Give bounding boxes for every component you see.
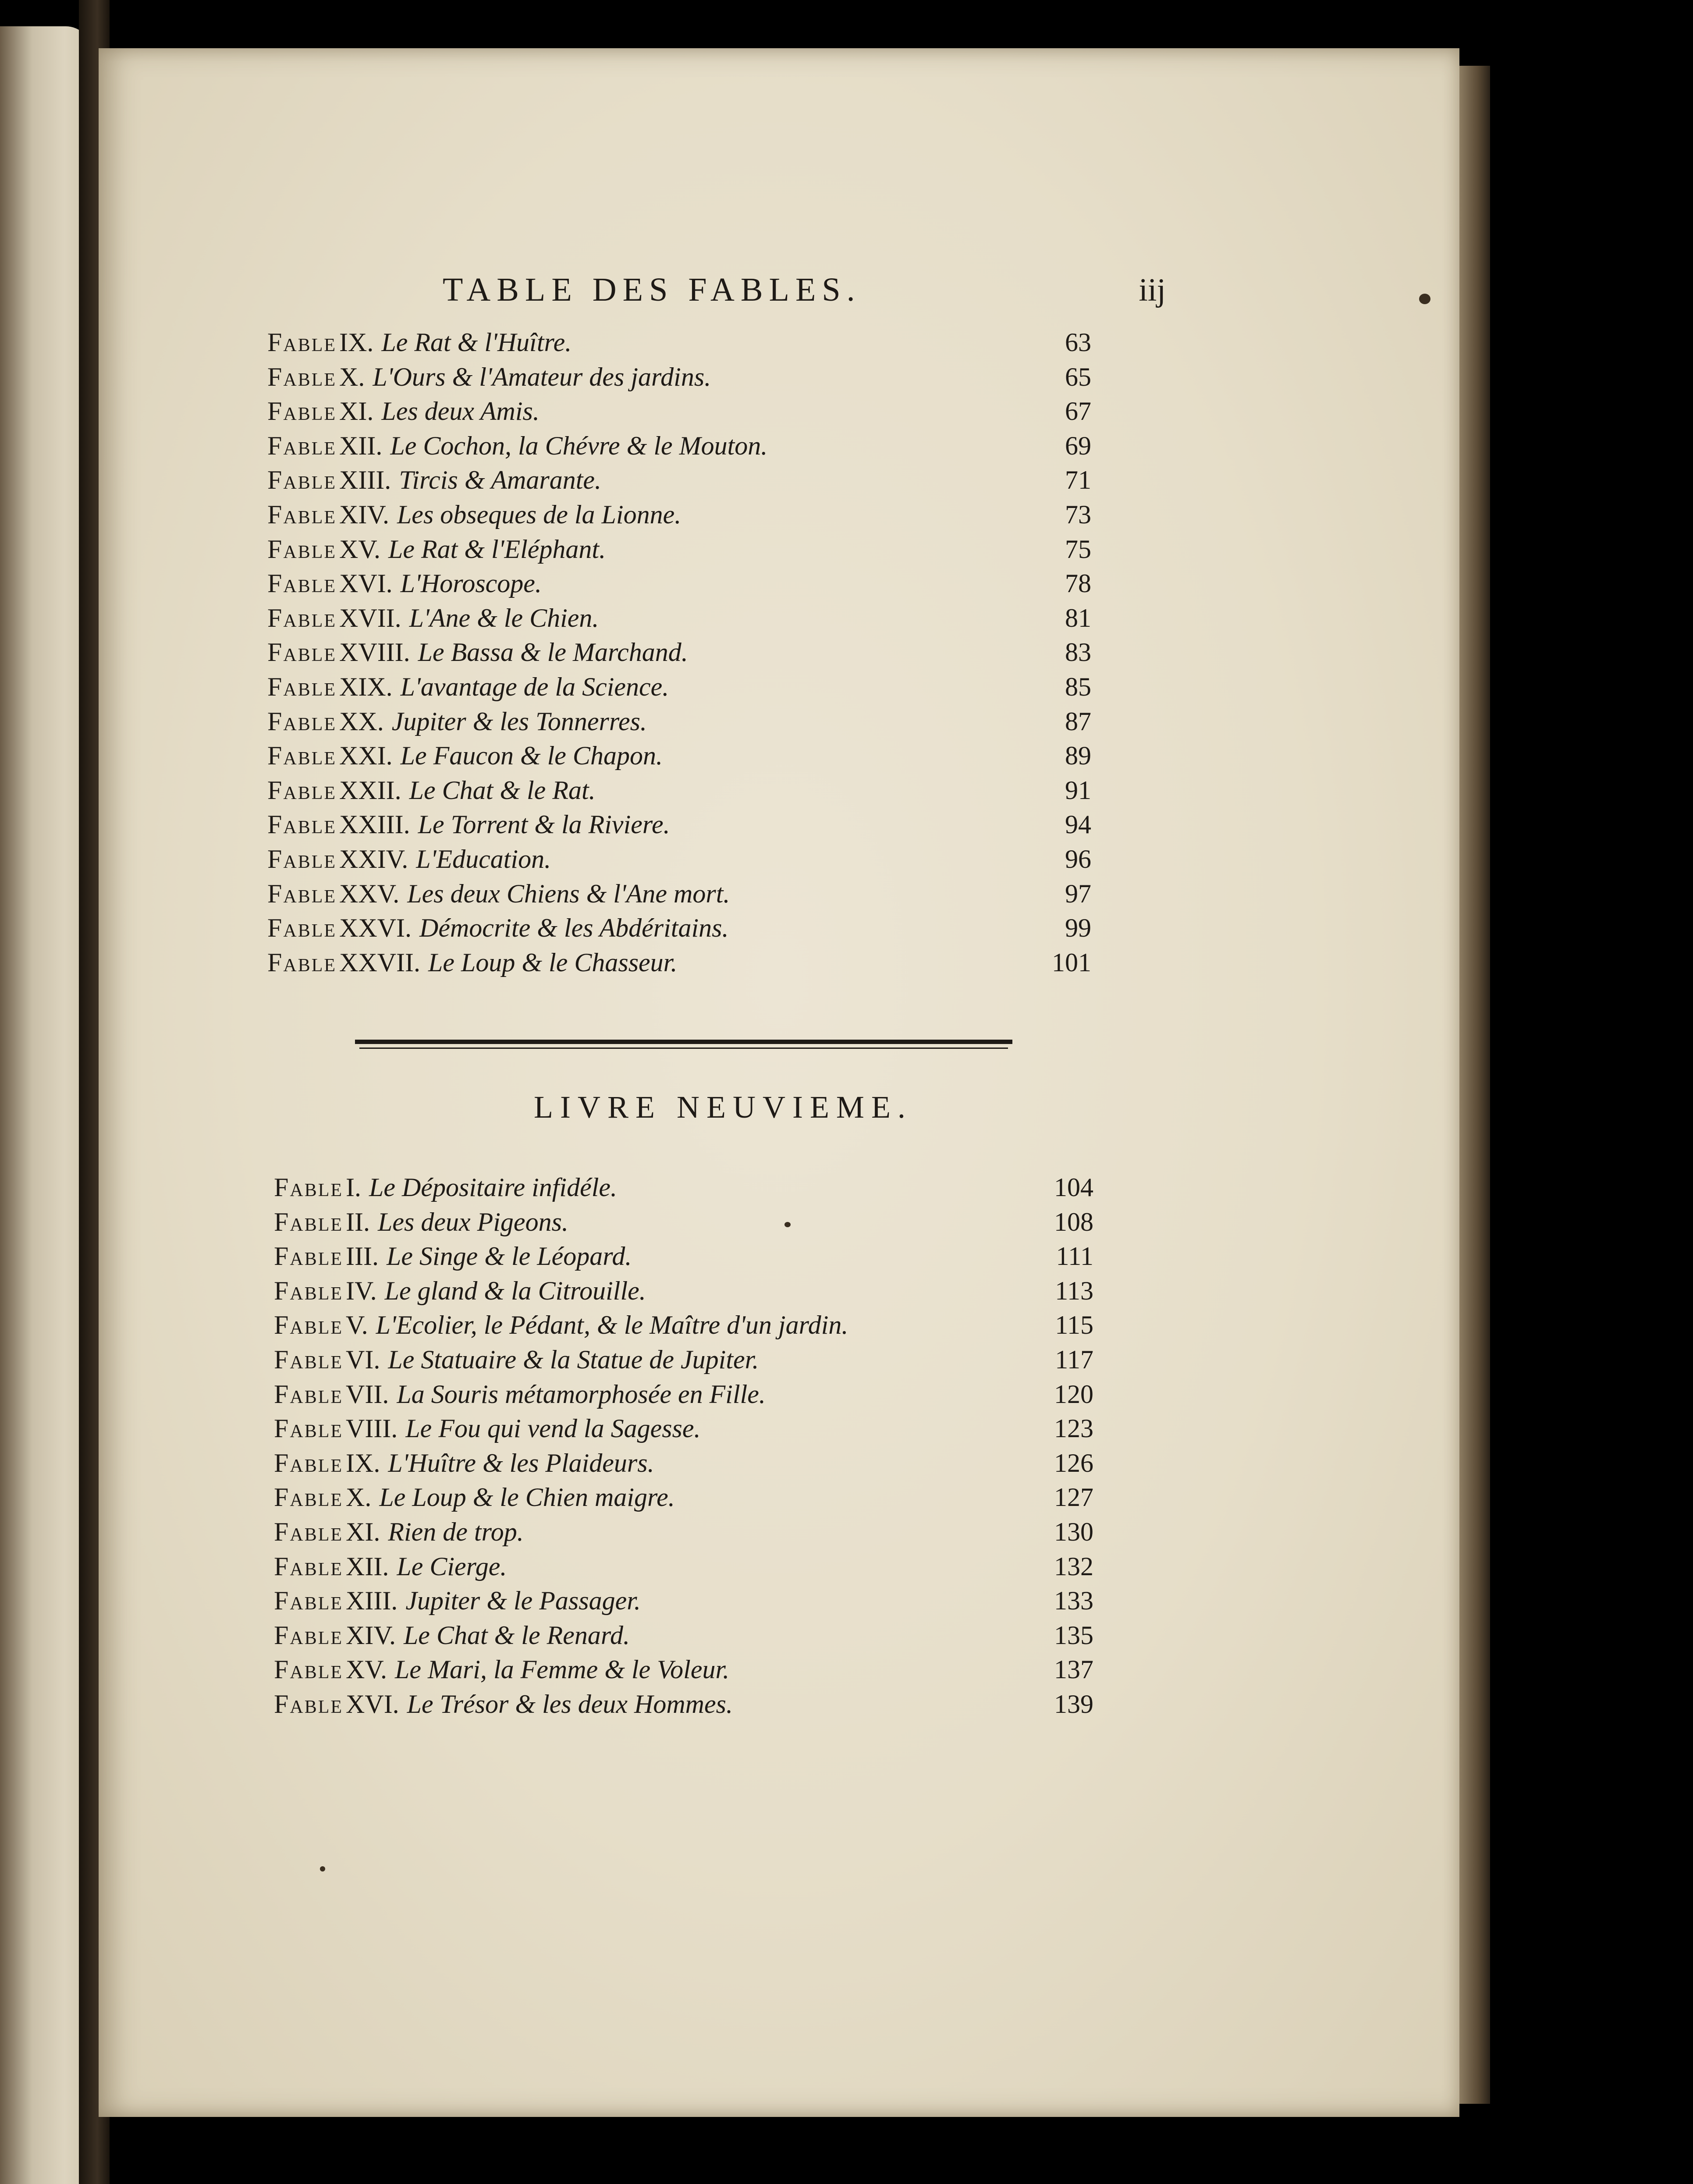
fable-title: Le Chat & le Renard. <box>403 1620 630 1650</box>
toc-entry <box>274 1618 1093 1653</box>
page-number: 97 <box>1065 879 1091 908</box>
toc-entry <box>267 842 1091 877</box>
toc-entry <box>274 1652 1093 1687</box>
page-number: 71 <box>1065 465 1091 495</box>
page-number: 96 <box>1065 844 1091 874</box>
fable-title: L'Ecolier, le Pédant, & le Maître d'un jardin. <box>376 1310 848 1340</box>
fable-label: Fable <box>267 741 337 771</box>
section-heading: LIVRE NEUVIEME. <box>534 1090 912 1125</box>
fable-label: Fable <box>274 1379 344 1409</box>
fable-label: Fable <box>267 500 337 529</box>
toc-entry <box>274 1239 1093 1274</box>
fable-numeral: XXII. <box>339 775 401 805</box>
fable-numeral: XI. <box>339 397 374 426</box>
page-number: 75 <box>1065 534 1091 564</box>
fable-title: Le Mari, la Femme & le Voleur. <box>394 1655 730 1684</box>
page-number: 115 <box>1055 1310 1093 1340</box>
fable-title: Le Torrent & la Riviere. <box>418 810 670 839</box>
page-title: TABLE DES FABLES. <box>443 271 861 308</box>
fable-numeral: XIII. <box>346 1586 398 1616</box>
page-number: 137 <box>1054 1655 1093 1684</box>
fable-label: Fable <box>267 948 337 977</box>
fable-numeral: XXIV. <box>339 844 408 874</box>
fable-label: Fable <box>267 397 337 426</box>
fable-numeral: XII. <box>346 1552 389 1581</box>
fable-numeral: IV. <box>346 1276 377 1305</box>
page-number: 126 <box>1054 1448 1093 1477</box>
page-number: 94 <box>1065 810 1091 839</box>
fable-label: Fable <box>267 879 337 908</box>
toc-entry <box>274 1446 1093 1481</box>
toc-entry <box>274 1274 1093 1308</box>
fable-label: Fable <box>267 431 337 460</box>
fable-title: Le Cierge. <box>397 1552 507 1581</box>
page-number: 101 <box>1052 948 1091 977</box>
section-divider-rule-thin <box>359 1048 1008 1049</box>
toc-entry <box>267 497 1091 532</box>
fable-label: Fable <box>274 1517 344 1546</box>
page-number: 111 <box>1056 1242 1093 1271</box>
page-number: 108 <box>1054 1207 1093 1236</box>
fable-label: Fable <box>267 534 337 564</box>
fable-label: Fable <box>267 775 337 805</box>
fable-title: Le Chat & le Rat. <box>409 775 596 805</box>
page-number: 89 <box>1065 741 1091 771</box>
page-number: 130 <box>1054 1517 1093 1546</box>
fable-title: Les deux Amis. <box>381 397 539 426</box>
fable-numeral: XXVII. <box>339 948 420 977</box>
fable-numeral: XI. <box>346 1517 380 1546</box>
page-number: 132 <box>1054 1552 1093 1581</box>
toc-list-livre-huitieme <box>267 325 1091 980</box>
toc-entry <box>274 1377 1093 1412</box>
fable-label: Fable <box>267 913 337 943</box>
foxing-spot <box>1419 294 1430 304</box>
toc-entry <box>267 807 1091 842</box>
fable-numeral: XII. <box>339 431 383 460</box>
page-number: 87 <box>1065 707 1091 736</box>
fable-numeral: IX. <box>346 1448 380 1477</box>
fable-label: Fable <box>274 1173 344 1202</box>
toc-entry <box>274 1170 1093 1205</box>
fable-numeral: XXIII. <box>339 810 410 839</box>
toc-entry <box>267 773 1091 808</box>
fable-numeral: XXV. <box>339 879 400 908</box>
fable-title: Le Trésor & les deux Hommes. <box>407 1689 733 1719</box>
page-number: 117 <box>1055 1345 1093 1374</box>
toc-entry <box>267 945 1091 980</box>
fable-label: Fable <box>274 1552 344 1581</box>
fable-title: Le Fou qui vend la Sagesse. <box>405 1414 701 1443</box>
fable-numeral: VI. <box>346 1345 380 1374</box>
fable-label: Fable <box>267 603 337 632</box>
fable-label: Fable <box>267 638 337 667</box>
toc-entry <box>267 429 1091 463</box>
page-number: 123 <box>1054 1414 1093 1443</box>
fable-label: Fable <box>274 1276 344 1305</box>
toc-entry <box>267 704 1091 739</box>
fable-numeral: III. <box>346 1242 379 1271</box>
fable-label: Fable <box>274 1448 344 1477</box>
page-number: 67 <box>1065 397 1091 426</box>
foxing-spot <box>320 1866 325 1871</box>
toc-entry <box>274 1687 1093 1722</box>
toc-entry <box>267 532 1091 567</box>
fable-label: Fable <box>274 1345 344 1374</box>
fable-title: Le Statuaire & la Statue de Jupiter. <box>388 1345 759 1374</box>
toc-list-livre-neuvieme <box>274 1170 1093 1722</box>
page-number: 91 <box>1065 775 1091 805</box>
fable-title: L'Horoscope. <box>400 569 542 598</box>
fable-title: Rien de trop. <box>388 1517 524 1546</box>
fable-numeral: XXVI. <box>339 913 412 943</box>
fable-title: Le gland & la Citrouille. <box>384 1276 646 1305</box>
fable-label: Fable <box>267 844 337 874</box>
page-number: 73 <box>1065 500 1091 529</box>
fable-label: Fable <box>274 1414 344 1443</box>
fable-numeral: XVIII. <box>339 638 410 667</box>
fable-numeral: XV. <box>339 534 380 564</box>
toc-entry <box>274 1584 1093 1618</box>
fable-label: Fable <box>267 328 337 357</box>
fable-label: Fable <box>267 465 337 495</box>
fable-label: Fable <box>274 1310 344 1340</box>
toc-entry <box>274 1480 1093 1515</box>
fable-numeral: X. <box>346 1483 372 1512</box>
page-number: 85 <box>1065 672 1091 701</box>
fable-title: L'avantage de la Science. <box>400 672 669 701</box>
fable-numeral: XIV. <box>346 1620 396 1650</box>
toc-entry <box>267 911 1091 945</box>
page-number: 120 <box>1054 1379 1093 1409</box>
fable-numeral: XIII. <box>339 465 391 495</box>
toc-entry <box>274 1342 1093 1377</box>
fable-label: Fable <box>267 810 337 839</box>
fable-title: L'Ours & l'Amateur des jardins. <box>373 362 711 391</box>
fable-numeral: X. <box>339 362 365 391</box>
fable-title: Le Dépositaire infidéle. <box>369 1173 618 1202</box>
fable-label: Fable <box>267 362 337 391</box>
fable-label: Fable <box>274 1242 344 1271</box>
fable-label: Fable <box>274 1483 344 1512</box>
fable-numeral: I. <box>346 1173 362 1202</box>
facing-page-edge <box>0 26 92 2184</box>
fable-numeral: II. <box>346 1207 370 1236</box>
toc-entry <box>274 1308 1093 1342</box>
toc-entry <box>267 394 1091 429</box>
section-divider-rule <box>355 1040 1012 1044</box>
toc-entry <box>267 566 1091 601</box>
page-number: 78 <box>1065 569 1091 598</box>
fable-title: Le Rat & l'Huître. <box>381 328 572 357</box>
toc-entry <box>274 1205 1093 1239</box>
fable-title: Le Cochon, la Chévre & le Mouton. <box>390 431 768 460</box>
toc-entry <box>274 1515 1093 1549</box>
toc-entry <box>267 463 1091 497</box>
fable-numeral: XVI. <box>339 569 393 598</box>
page-number: 63 <box>1065 328 1091 357</box>
fable-title: L'Huître & les Plaideurs. <box>388 1448 654 1477</box>
fable-label: Fable <box>274 1689 344 1719</box>
fable-title: Tircis & Amarante. <box>399 465 602 495</box>
toc-entry <box>267 670 1091 704</box>
fable-title: La Souris métamorphosée en Fille. <box>397 1379 766 1409</box>
fable-title: Le Loup & le Chien maigre. <box>379 1483 675 1512</box>
fable-label: Fable <box>274 1655 344 1684</box>
page-number: 104 <box>1054 1173 1093 1202</box>
fable-label: Fable <box>274 1620 344 1650</box>
page-number: 135 <box>1054 1620 1093 1650</box>
toc-entry <box>274 1411 1093 1446</box>
fable-title: Jupiter & le Passager. <box>405 1586 641 1616</box>
toc-entry <box>274 1549 1093 1584</box>
fable-title: Démocrite & les Abdéritains. <box>419 913 729 943</box>
toc-entry <box>267 325 1091 360</box>
fable-title: Le Bassa & le Marchand. <box>418 638 688 667</box>
fable-title: Les obseques de la Lionne. <box>397 500 681 529</box>
page-number: 139 <box>1054 1689 1093 1719</box>
running-head <box>351 271 1183 309</box>
fable-title: Le Rat & l'Eléphant. <box>388 534 606 564</box>
fable-numeral: XIV. <box>339 500 389 529</box>
fable-label: Fable <box>267 672 337 701</box>
toc-entry <box>267 601 1091 636</box>
fable-title: Le Loup & le Chasseur. <box>428 948 678 977</box>
fable-numeral: XIX. <box>339 672 393 701</box>
fable-title: Les deux Pigeons. <box>378 1207 568 1236</box>
page-number: 133 <box>1054 1586 1093 1616</box>
toc-entry <box>267 877 1091 911</box>
toc-entry <box>267 635 1091 670</box>
fable-label: Fable <box>274 1207 344 1236</box>
fable-title: L'Ane & le Chien. <box>409 603 599 632</box>
page-number: 81 <box>1065 603 1091 632</box>
fable-numeral: XVI. <box>346 1689 399 1719</box>
fable-title: L'Education. <box>416 844 551 874</box>
toc-entry <box>267 360 1091 394</box>
fable-title: Les deux Chiens & l'Ane mort. <box>407 879 730 908</box>
fable-numeral: XV. <box>346 1655 387 1684</box>
page-number: 127 <box>1054 1483 1093 1512</box>
page-folio: iij <box>1139 272 1166 308</box>
fable-title: Le Singe & le Léopard. <box>386 1242 632 1271</box>
fable-title: Jupiter & les Tonnerres. <box>391 707 647 736</box>
page-number: 69 <box>1065 431 1091 460</box>
fable-numeral: XX. <box>339 707 384 736</box>
toc-entry <box>267 739 1091 773</box>
fable-numeral: V. <box>346 1310 368 1340</box>
page-number: 113 <box>1055 1276 1093 1305</box>
fable-numeral: XVII. <box>339 603 401 632</box>
fable-numeral: XXI. <box>339 741 393 771</box>
page-number: 65 <box>1065 362 1091 391</box>
fable-numeral: VII. <box>346 1379 389 1409</box>
fable-title: Le Faucon & le Chapon. <box>400 741 663 771</box>
fable-label: Fable <box>274 1586 344 1616</box>
fable-label: Fable <box>267 569 337 598</box>
fable-numeral: VIII. <box>346 1414 398 1443</box>
fable-label: Fable <box>267 707 337 736</box>
fable-numeral: IX. <box>339 328 374 357</box>
page-number: 99 <box>1065 913 1091 943</box>
page-number: 83 <box>1065 638 1091 667</box>
page-fore-edge <box>1459 66 1490 2104</box>
